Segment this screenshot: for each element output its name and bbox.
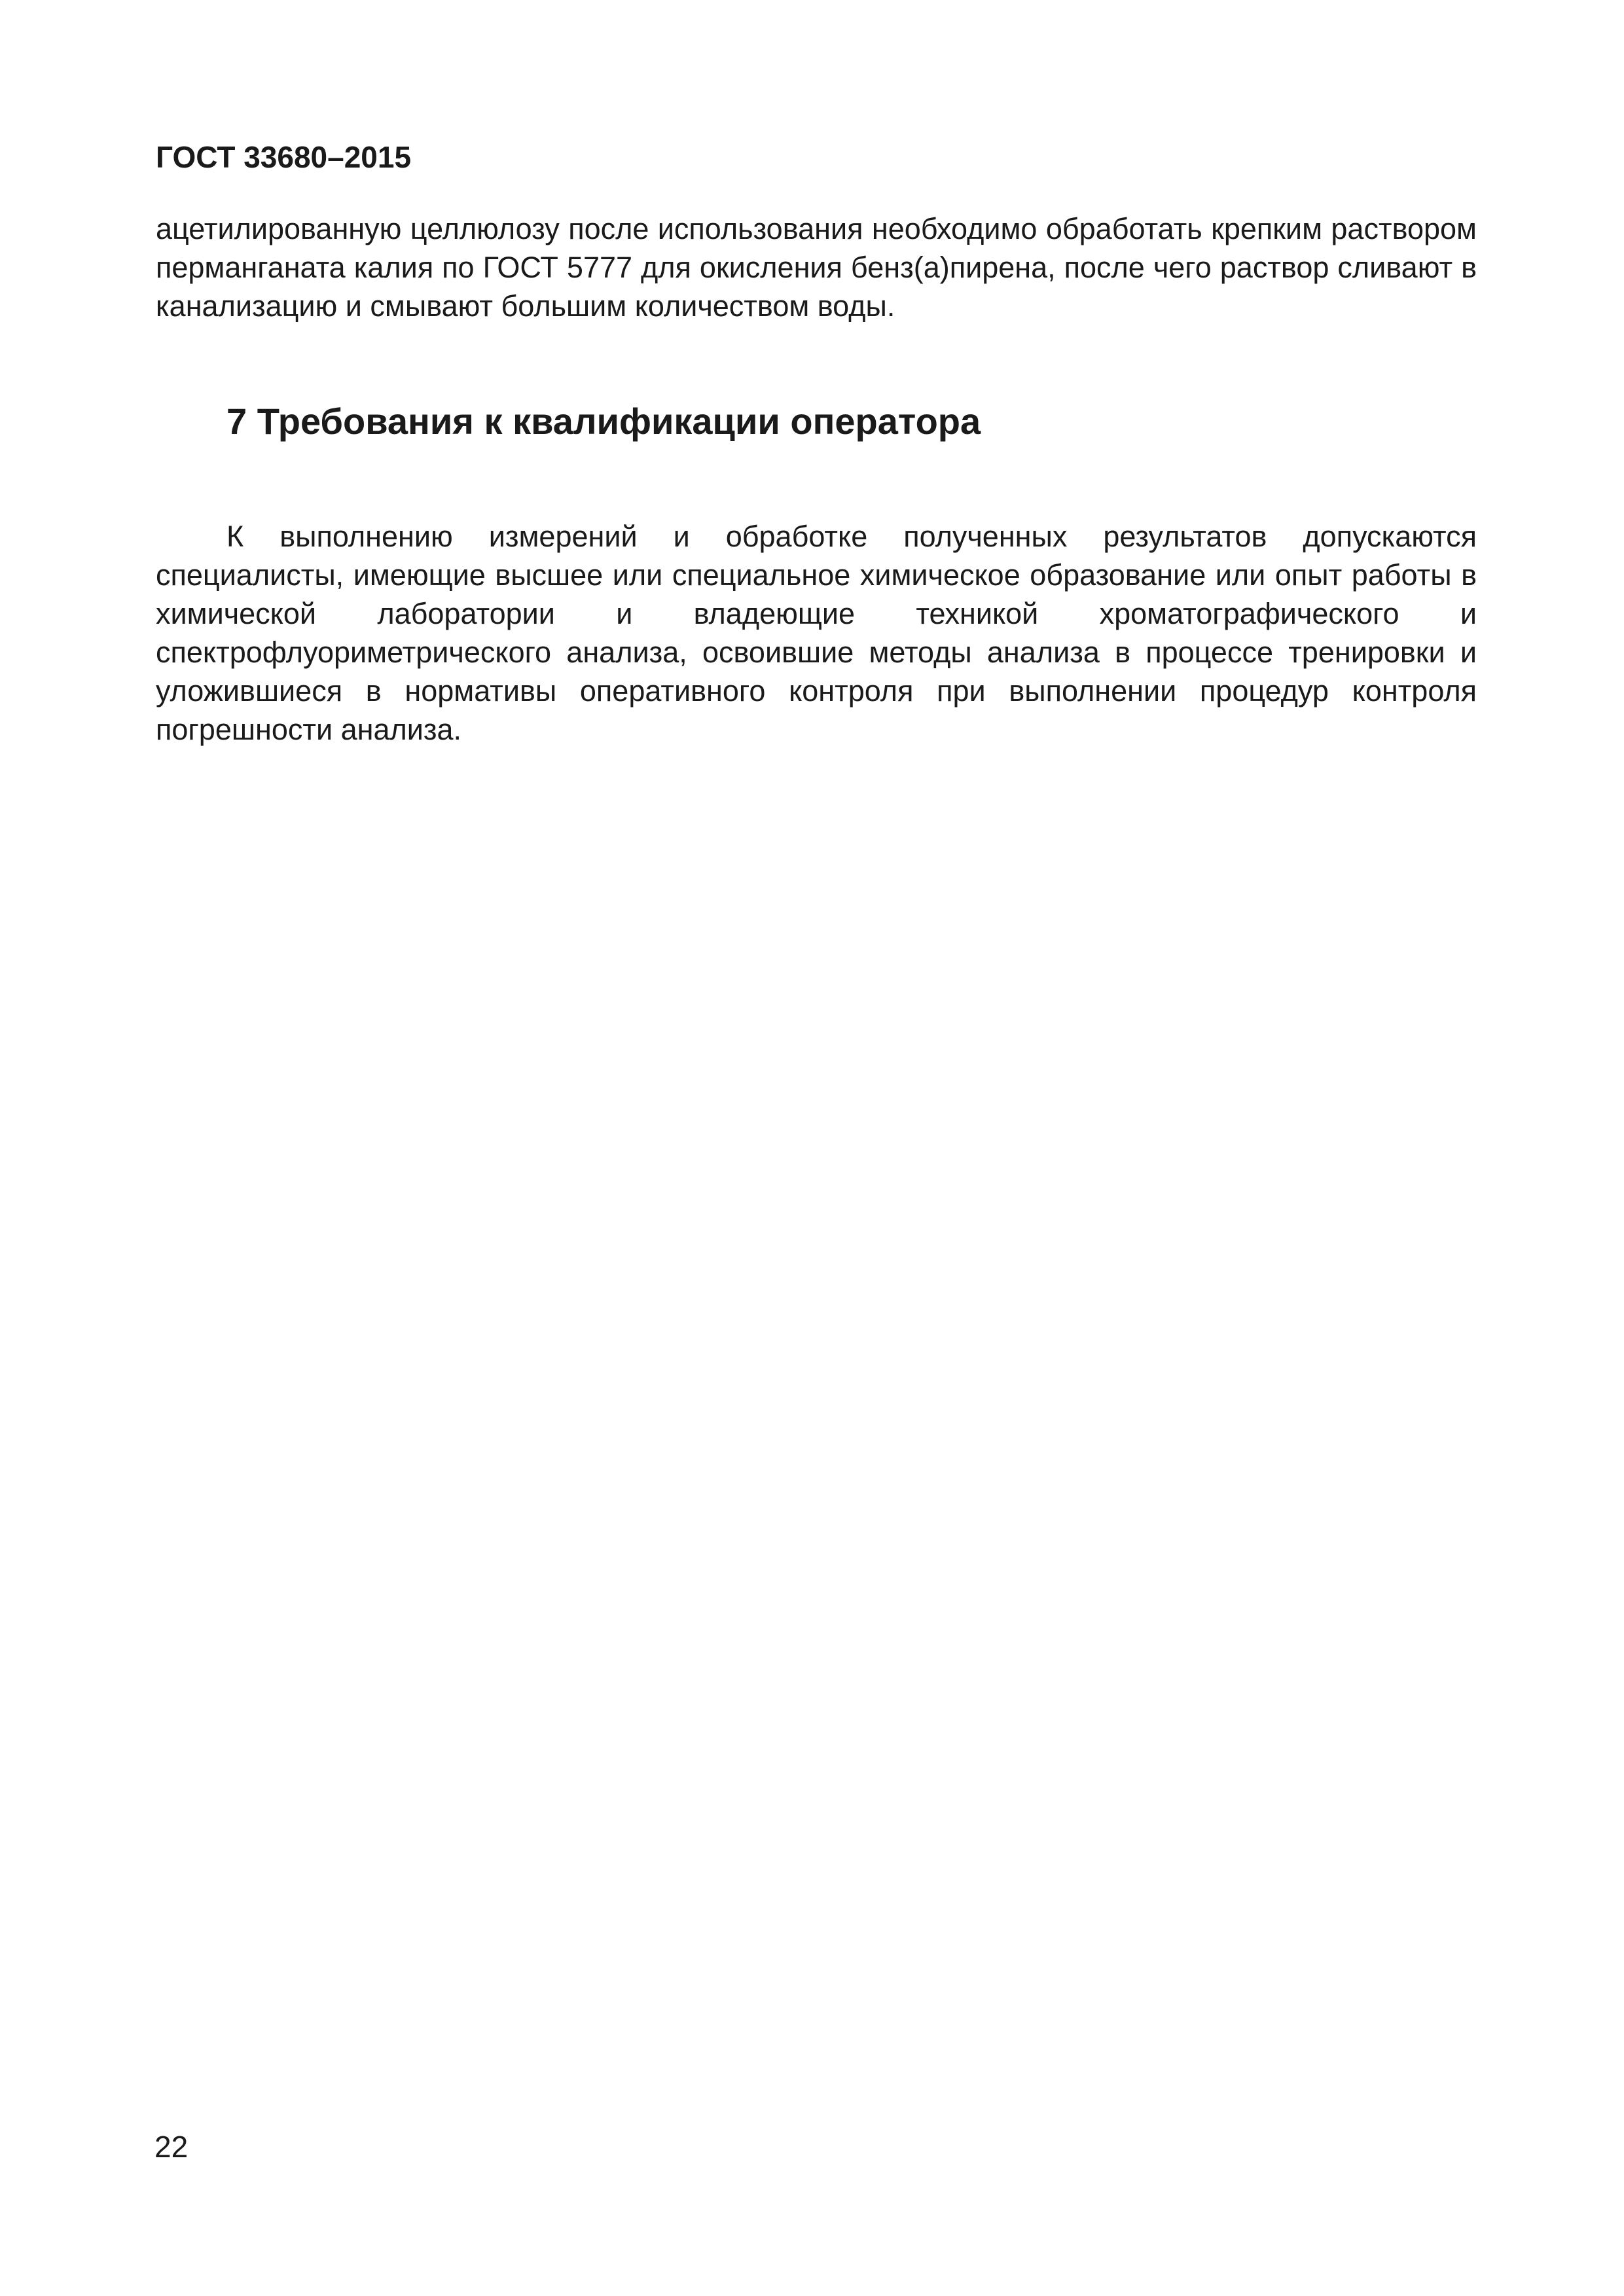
section-title: 7 Требования к квалификации оператора: [226, 401, 981, 442]
document-standard-id: ГОСТ 33680–2015: [156, 140, 412, 174]
continuation-paragraph: ацетилированную целлюлозу после использования необходимо обработать крепким раствором перманганата калия по ГОСТ 5777 для окисления бенз(а)пирена, после чего раствор сливают в канализацию и смывают большим количеством воды.: [156, 212, 1477, 323]
section-paragraph: К выполнению измерений и обработке полученных результатов допускаются специалисты, имеющие высшее или специальное химическое образование или опыт работы в химической лаборатории и владеющие техникой хроматографического и спектрофлуориметрического анализа, освоившие методы анализа в процессе тренировки и уложившиеся в нормативы оперативного контроля при выполнении процедур контроля погрешности анализа.: [156, 520, 1477, 746]
page-number: 22: [154, 2130, 189, 2164]
